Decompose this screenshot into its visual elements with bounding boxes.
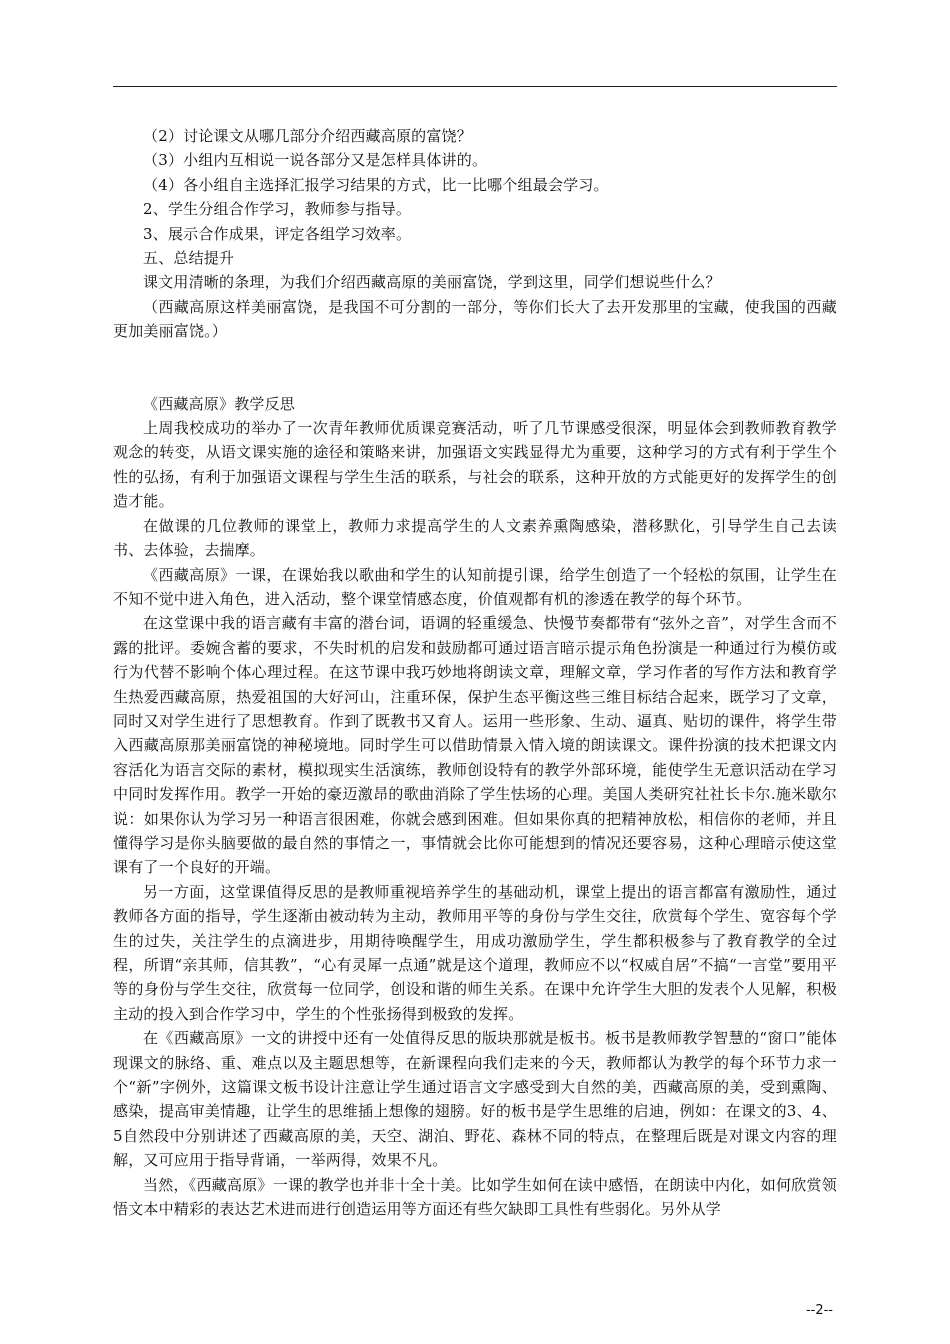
step-line: 3、展示合作成果，评定各组学习效率。 (143, 224, 412, 243)
document-body (113, 124, 837, 1221)
step-line: （3）小组内互相说一说各部分又是怎样具体讲的。 (143, 151, 488, 170)
section-heading: 五、总结提升 (143, 249, 235, 268)
step-line: （4）各小组自主选择汇报学习结果的方式，比一比哪个组最会学习。 (143, 175, 609, 194)
step-line: 课文用清晰的条理，为我们介绍西藏高原的美丽富饶，学到这里，同学们想说些什么？ (143, 273, 721, 292)
reflection-paragraph: 《西藏高原》一课，在课始我以歌曲和学生的认知前提引课，给学生创造了一个轻松的氛围，让学生在不知不觉中进入角色，进入活动，整个课堂情感态度，价值观都有机的渗透在教学的每个环节。 (113, 565, 837, 608)
header-rule (113, 86, 837, 87)
summary-note: （西藏高原这样美丽富饶，是我国不可分割的一部分，等你们长大了去开发那里的宝藏，使我国的西藏更加美丽富饶。） (113, 297, 837, 341)
reflection-paragraph: 在做课的几位教师的课堂上，教师力求提高学生的人文素养熏陶感染，潜移默化，引导学生自己去读书、去体验，去揣摩。 (113, 516, 837, 560)
step-line: （2）讨论课文从哪几部分介绍西藏高原的富饶？ (143, 127, 472, 145)
reflection-paragraph: 在这堂课中我的语言藏有丰富的潜台词，语调的轻重缓急、快慢节奏都带有“弦外之音”，对学生含而不露的批评。委婉含蓄的要求，不失时机的启发和鼓励都可通过语言暗示提示角色扮演是一种通过行为模仿或行为代替不影响个体心理过程。在这节课中我巧妙地将朗读文章，理解文章，学习作者的写作方法和教育学生热爱西藏高原，热爱祖国的大好河山，注重环保，保护生态平衡这些三维目标结合起来，既学习了文章，同时又对学生进行了思想教育。作到了既教书又育人。运用一些形象、生动、逼真、贴切的课件，将学生带入西藏高原那美丽富饶的神秘境地。同时学生可以借助情景入情入境的朗读课文。课件扮演的技术把课文内容活化为语言交际的素材，模拟现实生活演练，教师创设特有的教学外部环境，能使学生无意识活动在学习中同时发挥作用。教学一开始的豪迈激昂的歌曲消除了学生怯场的心理。美国人类研究社社长卡尔.施米歇尔说：如果你认为学习另一种语言很困难，你就会感到困难。但如果你真的把精神放松，相信你的老师，并且懂得学习是你头脑要做的最自然的事情之一，事情就会比你可能想到的情况还要容易，这种心理暗示使这堂课有了一个良好的开端。 (113, 614, 837, 877)
reflection-paragraph: 当然，《西藏高原》一课的教学也并非十全十美。比如学生如何在读中感悟，在朗读中内化，如何欣赏领悟文本中精彩的表达艺术进而进行创造运用等方面还有些欠缺即工具性有些弱化。另外从学 (113, 1175, 837, 1219)
page-number: --2-- (805, 1303, 833, 1318)
reflection-title: 《西藏高原》教学反思 (143, 394, 296, 413)
reflection-paragraph: 另一方面，这堂课值得反思的是教师重视培养学生的基础动机，课堂上提出的语言都富有激励性，通过教师各方面的指导，学生逐渐由被动转为主动，教师用平等的身份与学生交往，欣赏每个学生、宽容每个学生的过失，关注学生的点滴进步，用期待唤醒学生，用成功激励学生，学生都积极参与了教育教学的全过程，所谓“亲其师，信其教”，“心有灵犀一点通”就是这个道理，教师应不以“权威自居”不搞“一言堂”要用平等的身份与学生交往，欣赏每一位同学，创设和谐的师生关系。在课中允许学生大胆的发表个人见解，积极主动的投入到合作学习中，学生的个性张扬得到极致的发挥。 (113, 882, 837, 1023)
spacer (113, 344, 837, 392)
reflection-paragraph: 上周我校成功的举办了一次青年教师优质课竞赛活动，听了几节课感受很深，明显体会到教师教育教学观念的转变，从语文课实施的途径和策略来讲，加强语文实践显得尤为重要，这种学习的方式有利于学生个性的弘扬，有利于加强语文课程与学生生活的联系，与社会的联系，这种开放的方式能更好的发挥学生的创造才能。 (113, 419, 837, 511)
step-line: 2、学生分组合作学习，教师参与指导。 (143, 200, 412, 219)
reflection-paragraph: 在《西藏高原》一文的讲授中还有一处值得反思的版块那就是板书。板书是教师教学智慧的“窗口”能体现课文的脉络、重、难点以及主题思想等，在新课程向我们走来的今天，教师都认为教学的每个环节力求一个“新”字例外，这篇课文板书设计注意让学生通过语言文字感受到大自然的美，西藏高原的美，受到熏陶、感染，提高审美情趣，让学生的思维插上想像的翅膀。好的板书是学生思维的启迪，例如：在课文的3、4、5自然段中分别讲述了西藏高原的美，天空、湖泊、野花、森林不同的特点，在整理后既是对课文内容的理解，又可应用于指导背诵，一举两得，效果不凡。 (113, 1029, 837, 1170)
